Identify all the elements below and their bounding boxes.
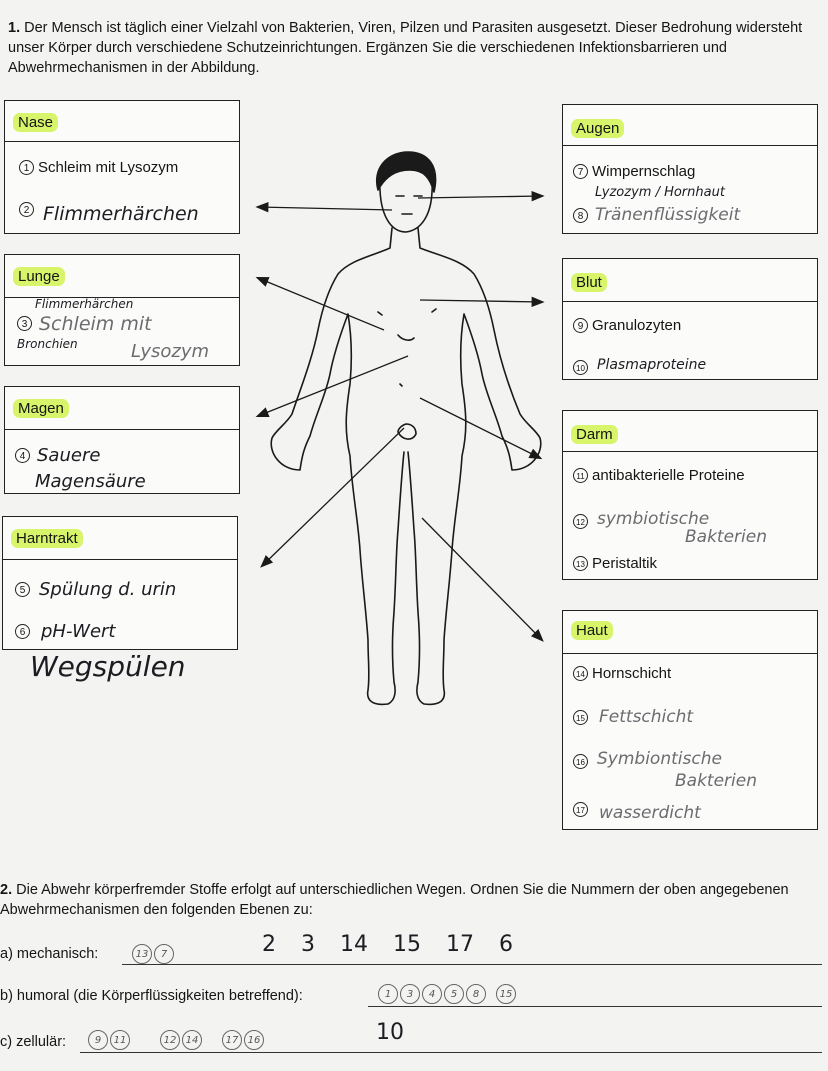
item-number-17: 17 bbox=[573, 802, 588, 817]
handwritten-note-wegspuelen: Wegspülen bbox=[30, 650, 186, 683]
box-harntrakt bbox=[2, 516, 238, 650]
handwritten-note-flimmerhaerchen: Flimmerhärchen bbox=[35, 297, 134, 311]
arrow-to-nase bbox=[258, 207, 392, 210]
item-number-8: 8 bbox=[573, 208, 588, 223]
circled-number: 17 bbox=[222, 1030, 242, 1050]
answer-a-line bbox=[122, 964, 822, 965]
arrow-to-augen bbox=[418, 196, 542, 198]
handwritten-answer-4b: Magensäure bbox=[35, 471, 146, 492]
box-magen-header bbox=[5, 387, 239, 430]
handwritten-answer-15: Fettschicht bbox=[599, 707, 694, 727]
handwritten-answer-4a: Sauere bbox=[37, 445, 101, 466]
item-number-9: 9 bbox=[573, 318, 588, 333]
answer-a-handwritten: 2 3 14 15 17 6 bbox=[262, 932, 513, 957]
box-haut-header bbox=[563, 611, 817, 654]
body-outline-left bbox=[271, 228, 404, 704]
circled-number: 12 bbox=[160, 1030, 180, 1050]
handwritten-note-lysozym-hornhaut: Lyzozym / Hornhaut bbox=[595, 185, 725, 200]
item-number-10: 10 bbox=[573, 360, 588, 375]
item-text-9: Granulozyten bbox=[592, 317, 682, 334]
item-text-1: Schleim mit Lysozym bbox=[38, 159, 179, 176]
answer-c-line bbox=[80, 1052, 822, 1053]
item-number-3: 3 bbox=[17, 316, 32, 331]
box-darm-title: Darm bbox=[571, 425, 618, 444]
item-number-12: 12 bbox=[573, 514, 588, 529]
box-haut-title: Haut bbox=[571, 621, 613, 640]
answer-c-handwritten: 10 bbox=[376, 1020, 404, 1045]
item-number-6: 6 bbox=[15, 624, 30, 639]
item-number-7: 7 bbox=[573, 164, 588, 179]
item-number-15: 15 bbox=[573, 710, 588, 725]
item-text-13: Peristaltik bbox=[592, 555, 658, 572]
box-augen bbox=[562, 104, 818, 234]
task-1-text: Der Mensch ist täglich einer Vielzahl von Bakterien, Viren, Pilzen und Parasiten ausgesetzt. Dieser Bedrohung widersteht unser Körper durch verschiedene Schutzeinrichtungen. Ergänzen Sie die verschiedenen Infektionsbarrieren und Abwehrmechanismen in der Abbildung. bbox=[8, 20, 803, 76]
item-number-16: 16 bbox=[573, 754, 588, 769]
circled-number: 9 bbox=[88, 1030, 108, 1050]
item-number-5: 5 bbox=[15, 582, 30, 597]
handwritten-answer-16b: Bakterien bbox=[675, 771, 757, 791]
box-darm bbox=[562, 410, 818, 580]
arrow-to-blut bbox=[420, 300, 542, 302]
box-augen-title: Augen bbox=[571, 119, 624, 138]
box-haut bbox=[562, 610, 818, 830]
arrow-to-harntrakt bbox=[262, 428, 404, 566]
box-harntrakt-header bbox=[3, 517, 237, 560]
handwritten-answer-5: Spülung d. urin bbox=[39, 579, 177, 600]
box-lunge-header bbox=[5, 255, 239, 298]
handwritten-answer-8: Tränenflüssigkeit bbox=[595, 205, 741, 225]
arrow-to-magen bbox=[258, 356, 408, 416]
item-number-4: 4 bbox=[15, 448, 30, 463]
circled-number: 16 bbox=[244, 1030, 264, 1050]
circled-number: 7 bbox=[154, 944, 174, 964]
handwritten-answer-17: wasserdicht bbox=[599, 803, 701, 823]
box-nase bbox=[4, 100, 240, 234]
handwritten-answer-10: Plasmaproteine bbox=[597, 357, 707, 373]
circled-number: 4 bbox=[422, 984, 442, 1004]
box-darm-header bbox=[563, 411, 817, 452]
arrow-to-darm bbox=[420, 398, 540, 458]
handwritten-answer-16a: Symbiontische bbox=[597, 749, 722, 769]
circled-number: 15 bbox=[496, 984, 516, 1004]
item-number-14: 14 bbox=[573, 666, 588, 681]
answer-b-line bbox=[368, 1006, 822, 1007]
answer-a-circles bbox=[132, 944, 176, 964]
box-magen bbox=[4, 386, 240, 494]
answer-a-label: a) mechanisch: bbox=[0, 946, 99, 962]
body-hair bbox=[377, 152, 436, 192]
handwritten-answer-12a: symbiotische bbox=[597, 509, 710, 529]
task-2-instructions bbox=[0, 880, 824, 920]
answer-b-label: b) humoral (die Körperflüssigkeiten betreffend): bbox=[0, 988, 303, 1004]
handwritten-answer-3: Schleim mit bbox=[39, 313, 152, 335]
item-number-2: 2 bbox=[19, 202, 34, 217]
circled-number: 8 bbox=[466, 984, 486, 1004]
item-number-11: 11 bbox=[573, 468, 588, 483]
arrow-to-lunge bbox=[258, 278, 384, 330]
circled-number: 5 bbox=[444, 984, 464, 1004]
box-blut bbox=[562, 258, 818, 380]
body-outline-right bbox=[408, 228, 541, 704]
arrow-to-haut bbox=[422, 518, 542, 640]
handwritten-answer-12b: Bakterien bbox=[685, 527, 767, 547]
circled-number: 1 bbox=[378, 984, 398, 1004]
item-text-11: antibakterielle Proteine bbox=[592, 467, 745, 484]
answer-b-circles bbox=[378, 984, 518, 1004]
task-2-text: Die Abwehr körperfremder Stoffe erfolgt auf unterschiedlichen Wegen. Ordnen Sie die Nummern der oben angegebenen Abwehrmechanismen den folgenden Ebenen zu: bbox=[0, 882, 789, 918]
box-lunge-title: Lunge bbox=[13, 267, 65, 286]
handwritten-note-bronchien: Bronchien bbox=[17, 337, 78, 351]
box-magen-title: Magen bbox=[13, 399, 69, 418]
box-blut-title: Blut bbox=[571, 273, 607, 292]
box-nase-title: Nase bbox=[13, 113, 58, 132]
box-blut-header bbox=[563, 259, 817, 302]
box-augen-header bbox=[563, 105, 817, 146]
handwritten-answer-2: Flimmerhärchen bbox=[43, 203, 199, 225]
circled-number: 11 bbox=[110, 1030, 130, 1050]
item-number-1: 1 bbox=[19, 160, 34, 175]
task-1-number: 1. bbox=[8, 20, 21, 36]
handwritten-answer-3-cont: Lysozym bbox=[131, 341, 210, 362]
answer-c-label: c) zellulär: bbox=[0, 1034, 67, 1050]
answer-c-circles bbox=[88, 1030, 266, 1050]
handwritten-answer-6: pH-Wert bbox=[41, 621, 116, 642]
box-harntrakt-title: Harntrakt bbox=[11, 529, 83, 548]
task-2-number: 2. bbox=[0, 882, 13, 898]
circled-number: 13 bbox=[132, 944, 152, 964]
item-number-13: 13 bbox=[573, 556, 588, 571]
box-nase-header bbox=[5, 101, 239, 142]
box-lunge bbox=[4, 254, 240, 366]
item-text-14: Hornschicht bbox=[592, 665, 672, 682]
circled-number: 14 bbox=[182, 1030, 202, 1050]
item-text-7: Wimpernschlag bbox=[592, 163, 696, 180]
circled-number: 3 bbox=[400, 984, 420, 1004]
